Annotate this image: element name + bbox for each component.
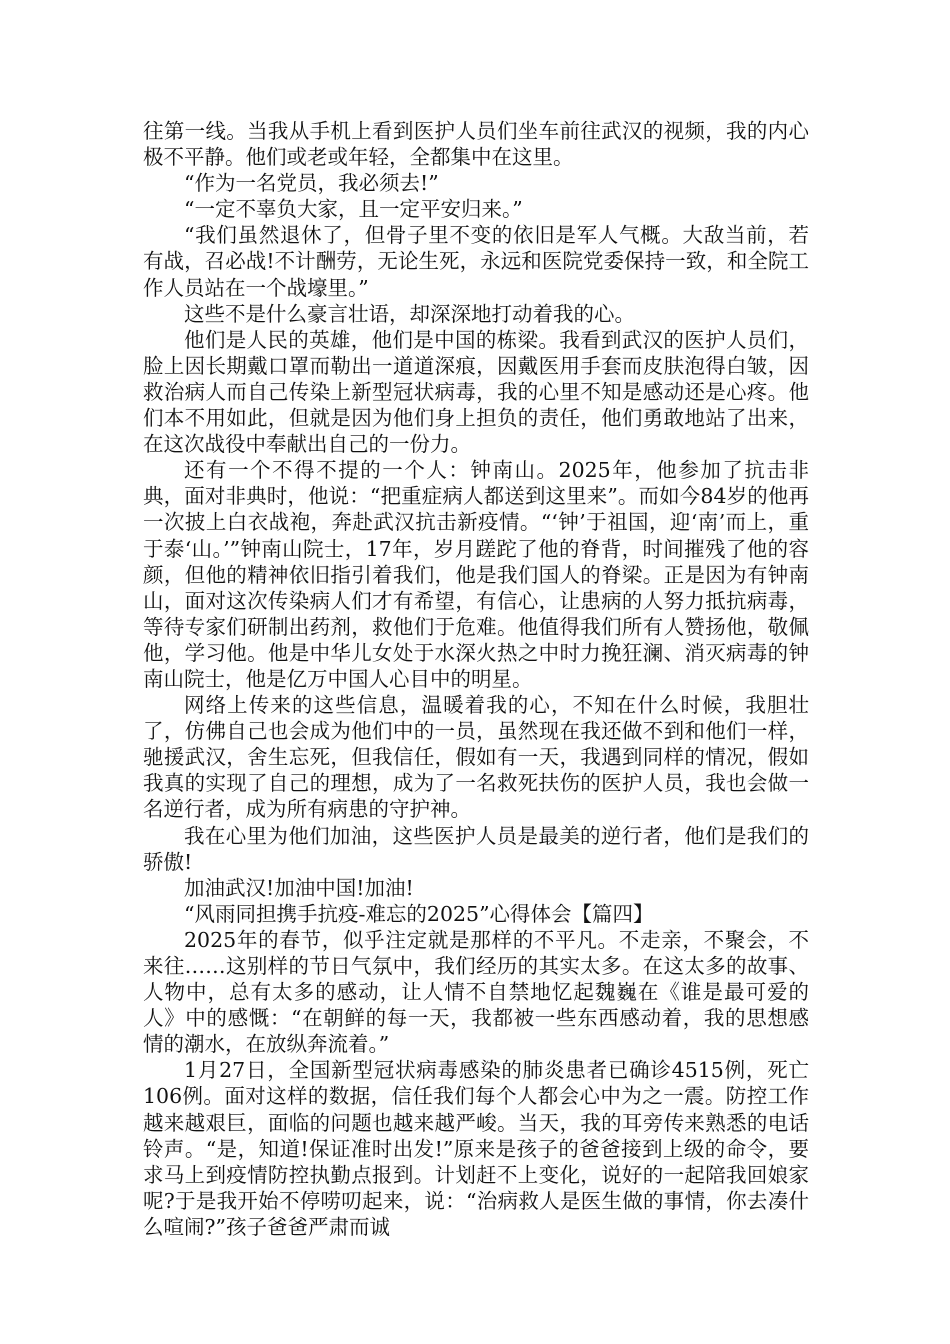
paragraph-quote-return-safe: “一定不辜负大家，且一定平安归来。” xyxy=(184,197,523,222)
document-body xyxy=(143,118,809,1240)
paragraph-network-info: 网络上传来的这些信息，温暖着我的心，不知在什么时候，我胆壮了，仿佛自己也会成为他们中的一员，虽然现在我还做不到和他们一样，驰援武汉，舍生忘死，但我信任，假如有一天，我遇到同样的情况，假如我真的实现了自己的理想，成为了一名救死扶伤的医护人员，我也会做一名逆行者，成为所有病患的守护神。 xyxy=(143,693,809,822)
section-heading: “风雨同担携手抗疫-难忘的2025”心得体会【篇四】 xyxy=(184,901,654,926)
paragraph-zhong-nanshan: 还有一个不得不提的一个人：钟南山。2025年，他参加了抗击非典，面对非典时，他说：“把重症病人都送到这里来”。而如今84岁的他再一次披上白衣战袍，奔赴武汉抗击新疫情。“‘钟’于祖国，迎‘南’而上，重于泰‘山。’”钟南山院士，17年，岁月蹉跎了他的脊背，时间摧残了他的容颜，但他的精神依旧指引着我们，他是我们国人的脊梁。正是因为有钟南山，面对这次传染病人们才有希望，有信心，让患病的人努力抵抗病毒，等待专家们研制出药剂，救他们于危难。他值得我们所有人赞扬他，敬佩他，学习他。他是中华儿女处于水深火热之中时力挽狂澜、消灭病毒的钟南山院士，他是亿万中国人心目中的明星。 xyxy=(143,458,809,691)
paragraph-heroes: 他们是人民的英雄，他们是中国的栋梁。我看到武汉的医护人员们，脸上因长期戴口罩而勒出一道道深痕，因戴医用手套而皮肤泡得白皱，因救治病人而自己传染上新型冠状病毒，我的心里不知是感动还是心疼。他们本不用如此，但就是因为他们身上担负的责任，他们勇敢地站了出来，在这次战役中奉献出自己的一份力。 xyxy=(143,327,809,457)
paragraph-quote-retired: “我们虽然退休了，但骨子里不变的依旧是军人气概。大敌当前，若有战，召必战!不计酬劳，无论生死，永远和医院党委保持一致，和全院工作人员站在一个战壕里。” xyxy=(143,223,809,300)
paragraph-january-27: 1月27日，全国新型冠状病毒感染的肺炎患者已确诊4515例，死亡106例。面对这样的数据，信任我们每个人都会心中为之一震。防控工作越来越艰巨，面临的问题也越来越严峻。当天，我的耳旁传来熟悉的电话铃声。“是，知道!保证准时出发!”原来是孩子的爸爸接到上级的命令，要求马上到疫情防控执勤点报到。计划赶不上变化，说好的一起陪我回娘家呢?于是我开始不停唠叨起来，说：“治病救人是医生做的事情，你去凑什么喧闹?”孩子爸爸严肃而诚 xyxy=(143,1058,809,1239)
paragraph-spring-festival: 2025年的春节，似乎注定就是那样的不平凡。不走亲，不聚会，不来往……这别样的节日气氛中，我们经历的其实太多。在这太多的故事、人物中，总有太多的感动，让人情不自禁地忆起魏巍在《谁是最可爱的人》中的感慨：“在朝鲜的每一天，我都被一些东西感动着，我的思想感情的潮水，在放纵奔流着。” xyxy=(143,927,809,1057)
paragraph-slogan: 加油武汉!加油中国!加油! xyxy=(184,875,414,900)
paragraph-cheer: 我在心里为他们加油，这些医护人员是最美的逆行者，他们是我们的骄傲! xyxy=(143,823,809,874)
paragraph-quote-party-member: “作为一名党员，我必须去!” xyxy=(184,171,439,196)
paragraph-moved: 这些不是什么豪言壮语，却深深地打动着我的心。 xyxy=(184,301,635,326)
paragraph-continuation: 往第一线。当我从手机上看到医护人员们坐车前往武汉的视频，我的内心极不平静。他们或老或年轻，全都集中在这里。 xyxy=(143,119,809,170)
